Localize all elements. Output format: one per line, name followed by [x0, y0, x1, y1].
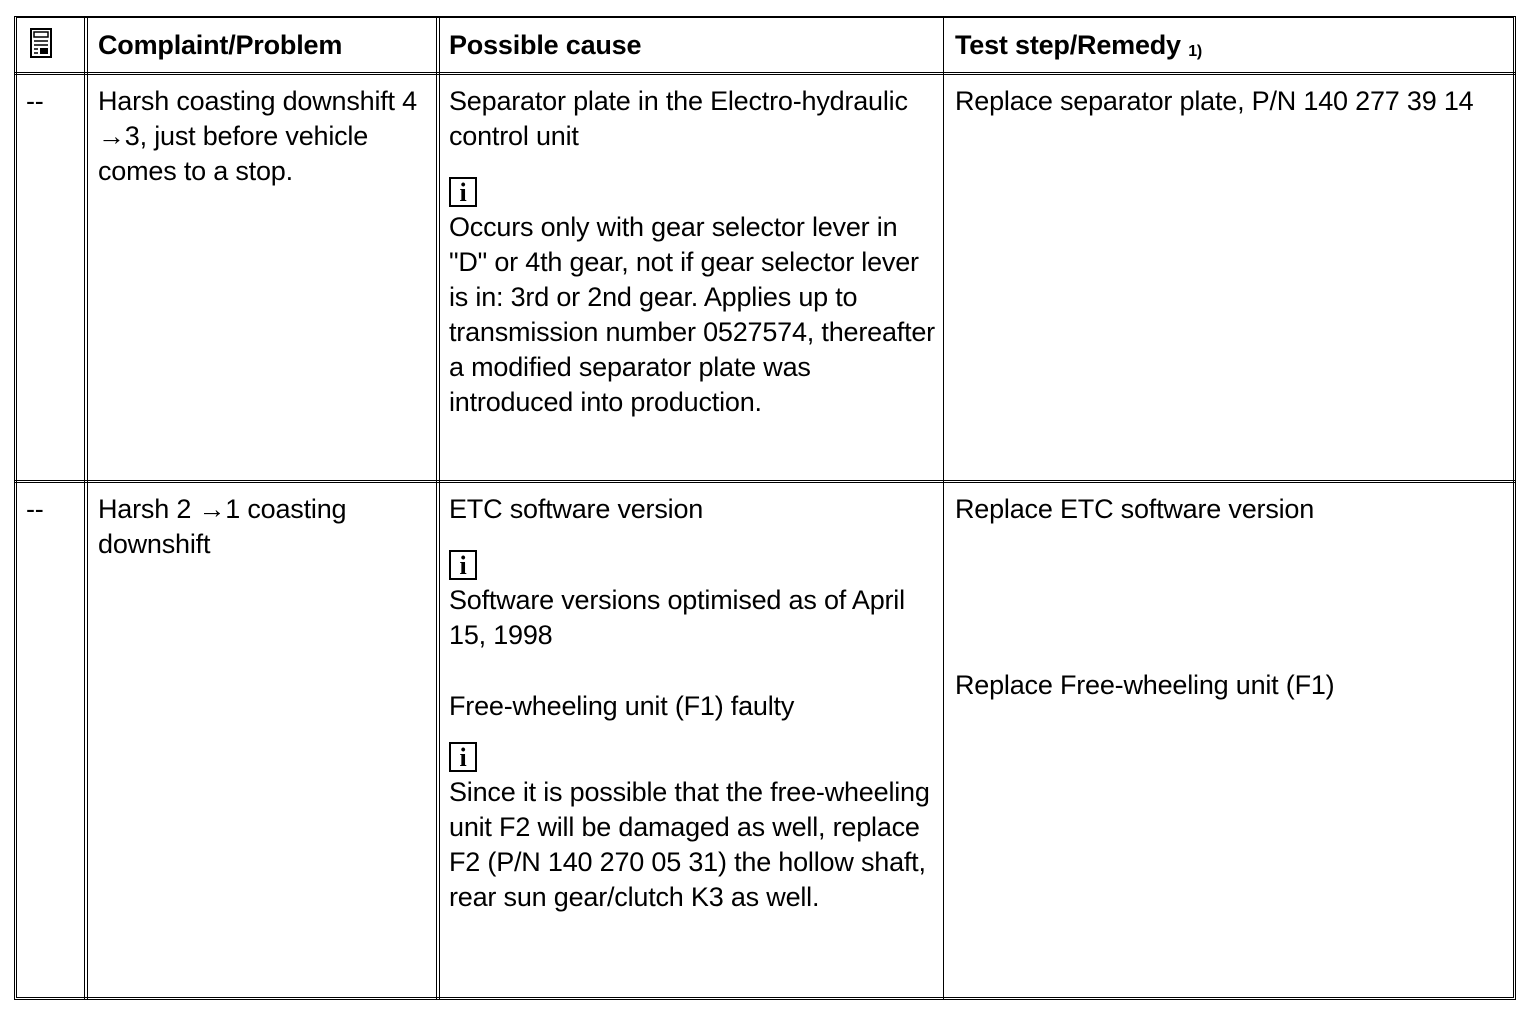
row-cause [449, 84, 941, 420]
cause-text: Separator plate in the Electro-hydraulic control unit [449, 86, 908, 151]
header-cause: Possible cause [449, 30, 642, 60]
remedy-text-2: Replace Free-wheeling unit (F1) [955, 670, 1335, 700]
column-divider [84, 16, 88, 1000]
row-remedy [955, 492, 1500, 703]
row-cause [449, 492, 941, 915]
info-icon: i [449, 742, 477, 772]
row-complaint: Harsh 2 →1 coasting downshift [98, 494, 347, 559]
cause-info-text-2: Since it is possible that the free-wheeling unit F2 will be damaged as well, replace F2 (P/N 140 270 05 31) the hollow shaft, rear sun gear/clutch K3 as well. [449, 777, 930, 912]
troubleshooting-table [14, 16, 1516, 1000]
cause-text: ETC software version [449, 494, 704, 524]
column-divider [436, 16, 440, 1000]
remedy-text: Replace ETC software version [955, 494, 1315, 524]
row-complaint: Harsh coasting downshift 4 →3, just before vehicle comes to a stop. [98, 86, 417, 186]
info-icon: i [449, 177, 477, 207]
header-complaint: Complaint/Problem [98, 30, 343, 60]
cause-text-2: Free-wheeling unit (F1) faulty [449, 691, 795, 721]
row-remedy: Replace separator plate, P/N 140 277 39 14 [955, 86, 1474, 116]
info-icon: i [449, 550, 477, 580]
cause-info-text: Software versions optimised as of April 15, 1998 [449, 585, 905, 650]
cause-info-text: Occurs only with gear selector lever in "D" or 4th gear, not if gear selector lever is in: 3rd or 2nd gear. Applies up to transmission number 0527574, thereafter a modified separator plate was introduced into production. [449, 212, 935, 417]
row-divider [14, 480, 1516, 483]
header-remedy [955, 28, 1202, 67]
header-divider [14, 72, 1516, 75]
header-remedy-label: Test step/Remedy [955, 30, 1181, 60]
document-icon [30, 28, 52, 58]
header-remedy-footnote: 1) [1188, 43, 1203, 60]
column-divider [943, 16, 944, 1000]
row-code: -- [26, 86, 44, 116]
row-code: -- [26, 494, 44, 524]
